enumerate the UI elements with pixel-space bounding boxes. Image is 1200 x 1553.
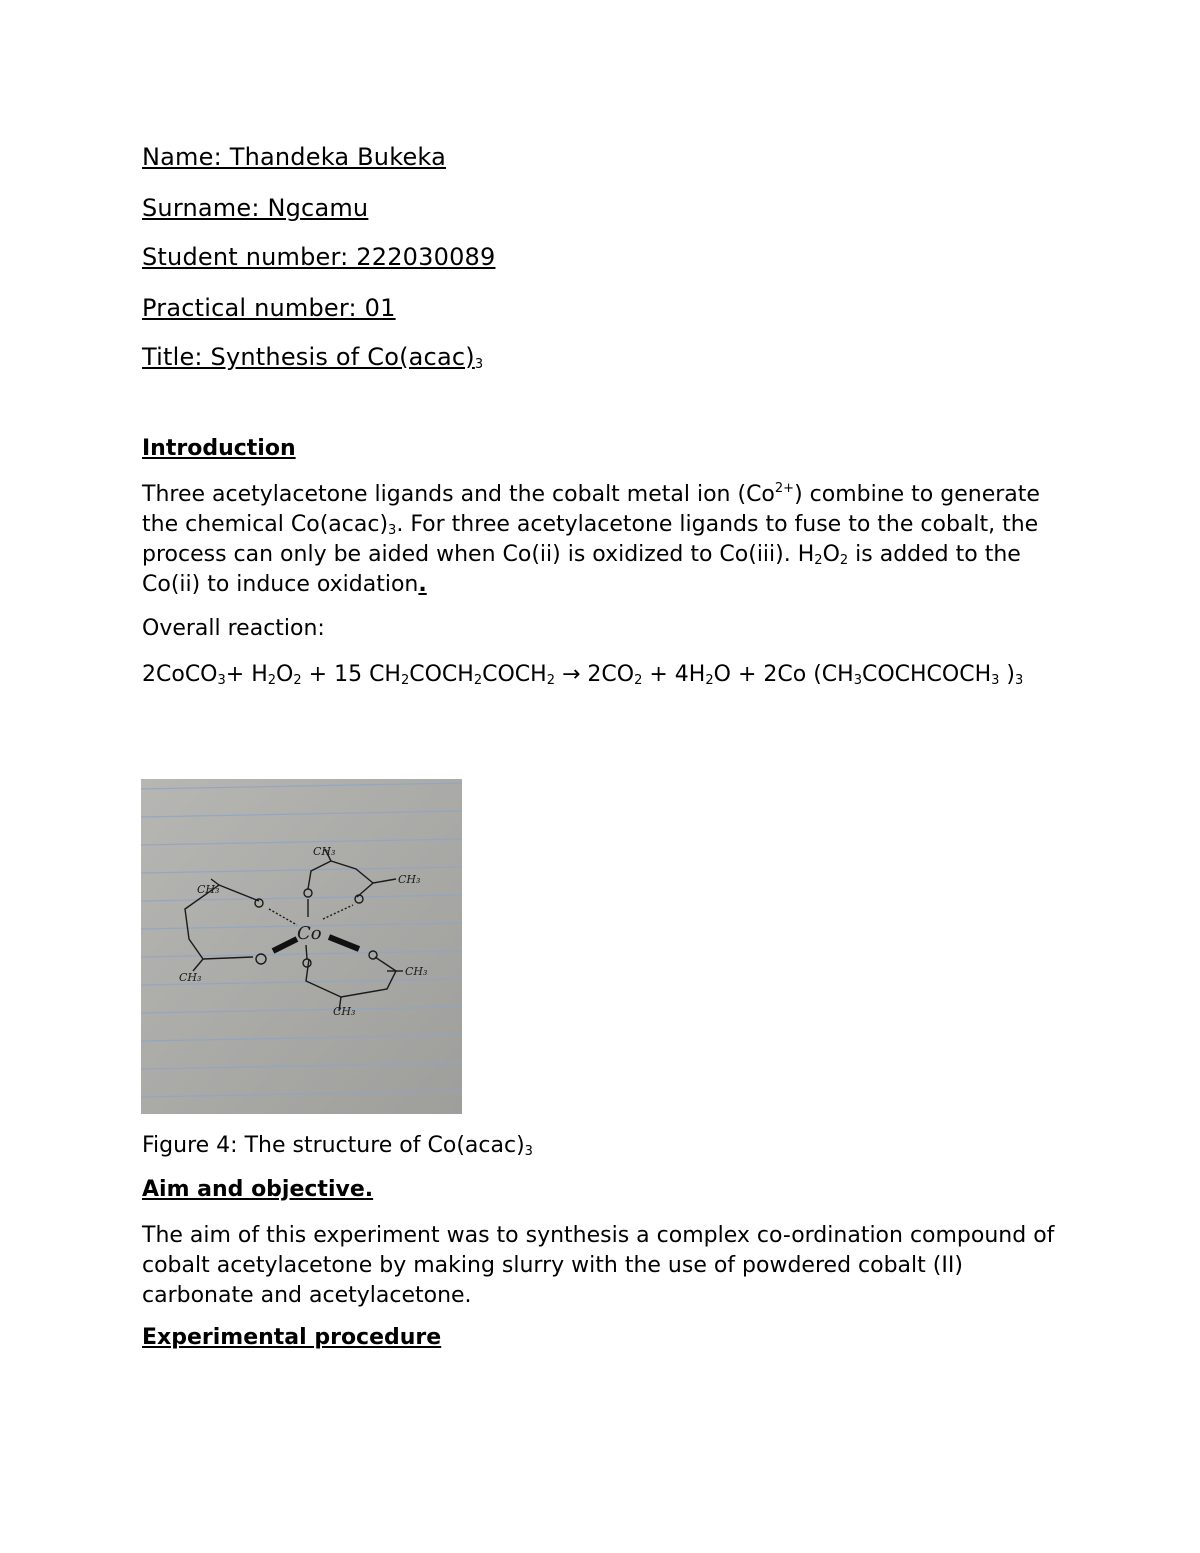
eq-part: O bbox=[276, 662, 294, 687]
eq-sub: 3 bbox=[991, 673, 1000, 688]
aim-heading: Aim and objective. bbox=[142, 1177, 374, 1202]
intro-sub: 3 bbox=[388, 523, 397, 538]
label-ch3-top: CH₃ bbox=[313, 845, 336, 858]
label-ch3-bottom: CH₃ bbox=[333, 1005, 356, 1018]
intro-text: ) combine to generate the chemical Co(acac) bbox=[142, 482, 1040, 537]
overall-reaction-label: Overall reaction: bbox=[142, 616, 325, 641]
intro-sub: 2 bbox=[814, 553, 823, 568]
intro-text: . For three acetylacetone ligands to fuse to the cobalt, the process can only be aided when Co(ii) is oxidized to Co(iii). H bbox=[142, 512, 1039, 567]
eq-sub: 3 bbox=[217, 673, 226, 688]
label-ch3-bottomleft: CH₃ bbox=[179, 971, 202, 984]
eq-part: COCH bbox=[482, 662, 547, 687]
intro-period: . bbox=[418, 572, 427, 597]
reaction-equation bbox=[142, 660, 1067, 690]
eq-part: → 2CO bbox=[555, 662, 635, 687]
procedure-heading: Experimental procedure bbox=[142, 1325, 442, 1350]
eq-part: ) bbox=[999, 662, 1015, 687]
intro-text: O bbox=[822, 542, 840, 567]
eq-part: COCHCOCH bbox=[861, 662, 992, 687]
eq-sub: 2 bbox=[705, 673, 714, 688]
label-ch3-right: CH₃ bbox=[405, 965, 428, 978]
eq-part: + 4H bbox=[642, 662, 706, 687]
eq-sub: 2 bbox=[473, 673, 483, 688]
eq-part: O + 2Co (CH bbox=[713, 662, 854, 687]
structure-photo bbox=[141, 779, 462, 1114]
aim-paragraph: The aim of this experiment was to synthesis a complex co-ordination compound of cobalt acetylacetone by making slurry with the use of powdered cobalt (II) carbonate and acetylacetone. bbox=[142, 1223, 1055, 1308]
eq-sub: 2 bbox=[634, 673, 643, 688]
intro-text: Three acetylacetone ligands and the cobalt metal ion (Co bbox=[142, 482, 775, 507]
introduction-paragraph bbox=[142, 480, 1072, 600]
eq-part: COCH bbox=[409, 662, 474, 687]
eq-part: + H bbox=[225, 662, 268, 687]
eq-sub: 3 bbox=[1015, 673, 1024, 688]
practical-number-line: Practical number: 01 bbox=[142, 294, 396, 322]
eq-part: + 15 CH bbox=[301, 662, 401, 687]
title-line bbox=[142, 343, 483, 371]
eq-sub: 3 bbox=[853, 673, 862, 688]
name-line: Name: Thandeka Bukeka bbox=[142, 143, 446, 171]
intro-sup: 2+ bbox=[774, 481, 795, 496]
label-ch3-topright: CH₃ bbox=[398, 873, 421, 886]
label-co: Co bbox=[297, 923, 322, 944]
eq-sub: 2 bbox=[400, 673, 410, 688]
surname-line: Surname: Ngcamu bbox=[142, 194, 369, 222]
label-ch3-left: CH₃ bbox=[197, 883, 220, 896]
eq-part: 2CoCO bbox=[142, 662, 218, 687]
eq-sub: 2 bbox=[546, 673, 555, 688]
title-subscript: 3 bbox=[474, 357, 484, 372]
figure-caption bbox=[142, 1131, 1072, 1161]
caption-sub: 3 bbox=[524, 1144, 533, 1159]
intro-sub: 2 bbox=[839, 553, 849, 568]
caption-text: Figure 4: The structure of Co(acac) bbox=[142, 1133, 525, 1158]
intro-text: is added to the Co(ii) to induce oxidation bbox=[142, 542, 1021, 597]
student-number-line: Student number: 222030089 bbox=[142, 243, 496, 271]
eq-sub: 2 bbox=[267, 673, 277, 688]
title-text: Title: Synthesis of Co(acac) bbox=[142, 343, 475, 371]
eq-sub: 2 bbox=[293, 673, 302, 688]
introduction-heading: Introduction bbox=[142, 436, 296, 461]
